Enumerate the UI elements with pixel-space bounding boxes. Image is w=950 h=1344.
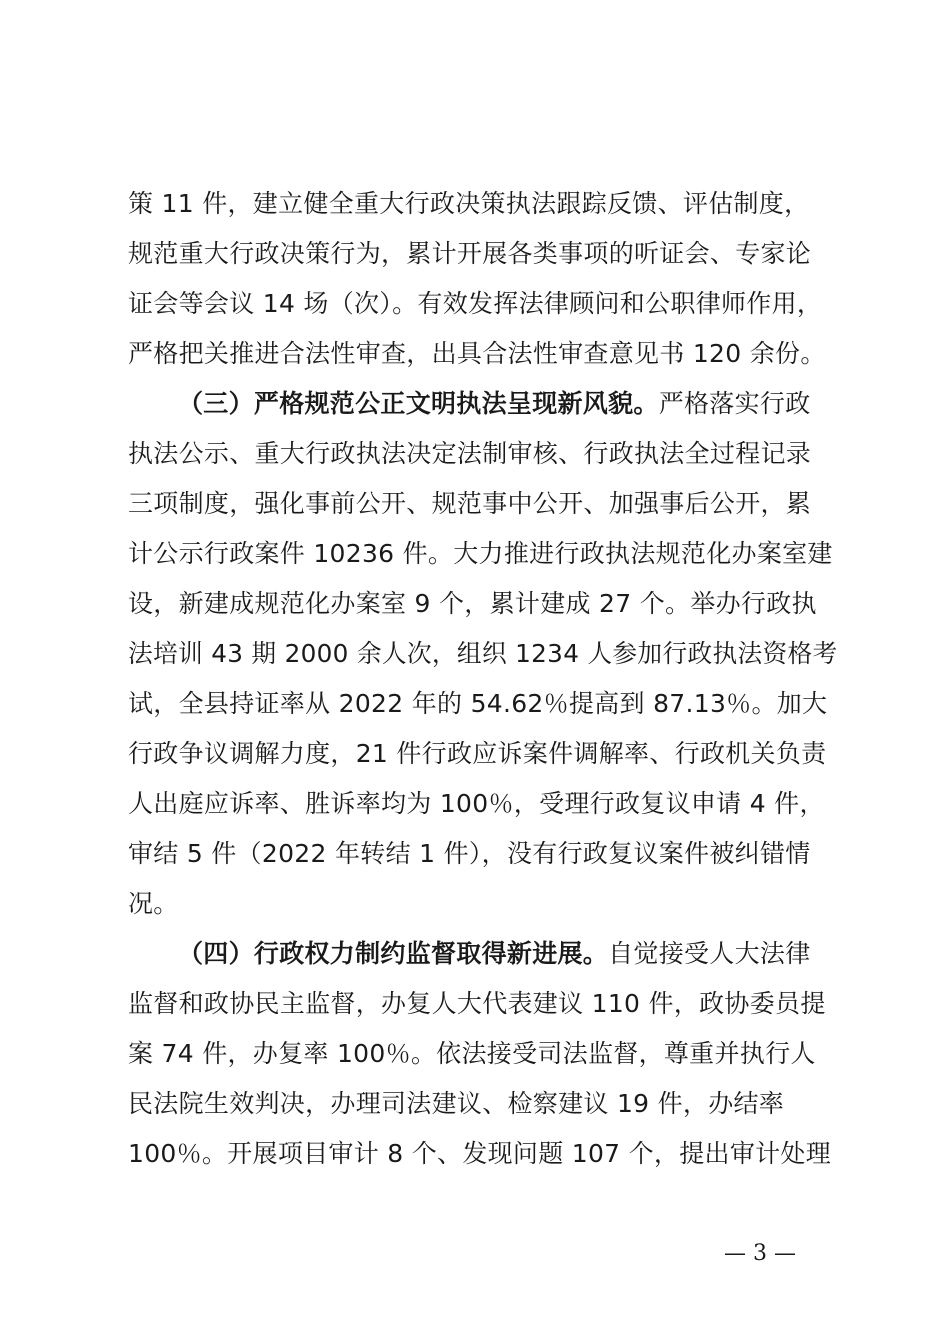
paragraph-line: 计公示行政案件 10236 件。大力推进行政执法规范化办案室建 (128, 539, 833, 568)
section-4-first-line (178, 929, 838, 979)
paragraph-line: 策 11 件，建立健全重大行政决策执法跟踪反馈、评估制度， (128, 189, 810, 218)
paragraph-line: 严格把关推进合法性审查，出具合法性审查意见书 120 余份。 (128, 339, 826, 368)
paragraph-line: 证会等会议 14 场（次）。有效发挥法律顾问和公职律师作用， (128, 289, 823, 318)
paragraph-line: 执法公示、重大行政执法决定法制审核、行政执法全过程记录 (128, 439, 812, 468)
paragraph-line: 人出庭应诉率、胜诉率均为 100％，受理行政复议申请 4 件， (128, 789, 825, 818)
paragraph-line: 审结 5 件（2022 年转结 1 件），没有行政复议案件被纠错情 (128, 839, 811, 868)
paragraph-line: 设，新建成规范化办案室 9 个，累计建成 27 个。举办行政执 (128, 589, 817, 618)
paragraph-line: 案 74 件，办复率 100％。依法接受司法监督，尊重并执行人 (128, 1039, 816, 1068)
section-3-text: 严格落实行政 (658, 389, 811, 418)
paragraph-line: 况。 (128, 889, 179, 918)
paragraph-line: 监督和政协民主监督，办复人大代表建议 110 件，政协委员提 (128, 989, 826, 1018)
section-4-heading: （四）行政权力制约监督取得新进展。 (178, 939, 609, 968)
paragraph-line: 100％。开展项目审计 8 个、发现问题 107 个，提出审计处理 (128, 1139, 832, 1168)
paragraph-line: 试，全县持证率从 2022 年的 54.62％提高到 87.13％。加大 (128, 689, 828, 718)
paragraph-line: 三项制度，强化事前公开、规范事中公开、加强事后公开，累 (128, 489, 812, 518)
section-3-first-line (178, 379, 838, 429)
paragraph-line: 规范重大行政决策行为，累计开展各类事项的听证会、专家论 (128, 239, 812, 268)
paragraph-line: 民法院生效判决，办理司法建议、检察建议 19 件，办结率 (128, 1089, 785, 1118)
section-3-heading: （三）严格规范公正文明执法呈现新风貌。 (178, 389, 659, 418)
paragraph-line: 法培训 43 期 2000 余人次，组织 1234 人参加行政执法资格考 (128, 639, 838, 668)
paragraph-line: 行政争议调解力度，21 件行政应诉案件调解率、行政机关负责 (128, 739, 827, 768)
page-number: — 3 — (724, 1241, 796, 1266)
section-4-text: 自觉接受人大法律 (608, 939, 811, 968)
